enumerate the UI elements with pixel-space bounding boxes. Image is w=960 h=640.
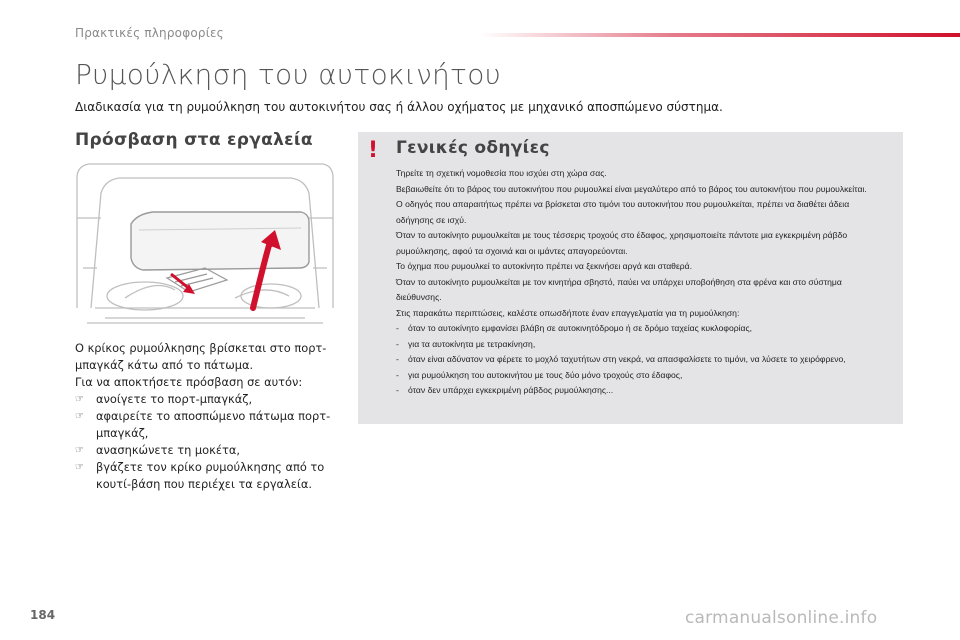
case-text: για τα αυτοκίνητα με τετρακίνηση, [408,338,536,349]
list-item [396,352,896,368]
pointing-hand-icon: ☞ [75,445,84,456]
general-body [396,166,896,399]
guideline-line: Όταν το αυτοκίνητο ρυμουλκείται με τους τέσσερις τροχούς στο έδαφος, χρησιμοποιείτε πάντοτε μια εγκεκριμένη ράβδο [396,230,848,240]
step-text: βγάζετε τον κρίκο ρυμούλκησης από το κουτί-βάση που περιέχει τα εργαλεία. [96,460,325,491]
trunk-illustration [75,158,335,330]
dash-marker: - [396,385,399,395]
step-text: ανασηκώνετε τη μοκέτα, [96,443,240,457]
case-text: όταν το αυτοκίνητο εμφανίσει βλάβη σε αυτοκινητόδρομο ή σε δρόμο ταχείας κυκλοφορίας, [408,323,753,333]
list-item [75,408,347,442]
case-text: όταν είναι αδύνατον να φέρετε το μοχλό ταχυτήτων στη νεκρά, να απασφαλίσετε το τιμόνι, να λύσετε το χειρόφρενο, [408,354,846,364]
page-title: Ρυμούλκηση του αυτοκινήτου [75,58,502,91]
guideline-line: οδήγησης σε ισχύ. [396,214,467,225]
pointing-hand-icon: ☞ [75,394,84,405]
watermark: carmanualsonline.info [685,608,878,628]
guideline-line: Βεβαιωθείτε ότι το βάρος του αυτοκινήτου που ρυμουλκεί είναι μεγαλύτερο από το βάρος του αυτοκινήτου που ρυμουλκείται. [396,183,867,194]
list-item [396,368,896,384]
list-item [75,391,347,408]
warning-icon: ! [368,138,379,163]
list-item [396,321,896,337]
guideline-line: Ο οδηγός που απαραιτήτως πρέπει να βρίσκεται στο τιμόνι του αυτοκινήτου που ρυμουλκείται, πρέπει να διαθέτει άδεια [396,199,850,209]
guideline-line: διεύθυνσης. [396,292,442,302]
header-accent-line [480,33,960,37]
list-item [75,442,347,459]
pointing-hand-icon: ☞ [75,462,84,473]
dash-marker: - [396,369,399,380]
list-item [75,459,347,493]
guideline-line: Το όχημα που ρυμουλκεί το αυτοκίνητο πρέπει να ξεκινήσει αργά και σταθερά. [396,261,693,271]
tools-heading: Πρόσβαση στα εργαλεία [75,130,313,150]
guideline-line: Όταν το αυτοκίνητο ρυμουλκείται με τον κινητήρα σβηστό, παύει να υπάρχει υποβοήθηση στα φρένα και στο σύστημα [396,276,842,287]
step-text: ανοίγετε το πορτ-μπαγκάζ, [96,392,253,406]
page-number: 184 [30,608,56,622]
case-text: όταν δεν υπάρχει εγκεκριμένη ράβδος ρυμούλκησης... [408,385,614,395]
guideline-line: ρυμούλκησης, αφού τα σχοινιά και οι ιμάντες απαγορεύονται. [396,245,628,256]
dash-marker: - [396,338,399,349]
section-header: Πρακτικές πληροφορίες [75,26,224,40]
guideline-line: Στις παρακάτω περιπτώσεις, καλέστε οπωσδήποτε έναν επαγγελματία για τη ρυμούλκηση: [396,307,740,318]
step-text: αφαιρείτε το αποσπώμενο πάτωμα πορτ-μπαγκάζ, [96,409,331,440]
guideline-line: Τηρείτε τη σχετική νομοθεσία που ισχύει στη χώρα σας. [396,168,607,178]
tools-instructions [75,340,347,493]
dash-marker: - [396,354,399,364]
list-item [396,383,896,399]
page-subtitle: Διαδικασία για τη ρυμούλκηση του αυτοκινήτου σας ή άλλου οχήματος με μηχανικό αποσπώμενο σύστημα. [75,100,723,114]
general-guidelines-panel [358,132,903,424]
general-heading: Γενικές οδηγίες [396,138,550,158]
list-item [396,337,896,353]
tools-access: Για να αποκτήσετε πρόσβαση σε αυτόν: [75,375,303,389]
tools-steps [75,391,347,493]
tools-intro: Ο κρίκος ρυμούλκησης βρίσκεται στο πορτ-μπαγκάζ κάτω από το πάτωμα. [75,341,327,372]
case-text: για ρυμούλκηση του αυτοκινήτου με τους δύο μόνο τροχούς στο έδαφος, [408,369,683,380]
pointing-hand-icon: ☞ [75,411,84,422]
dash-marker: - [396,323,399,333]
